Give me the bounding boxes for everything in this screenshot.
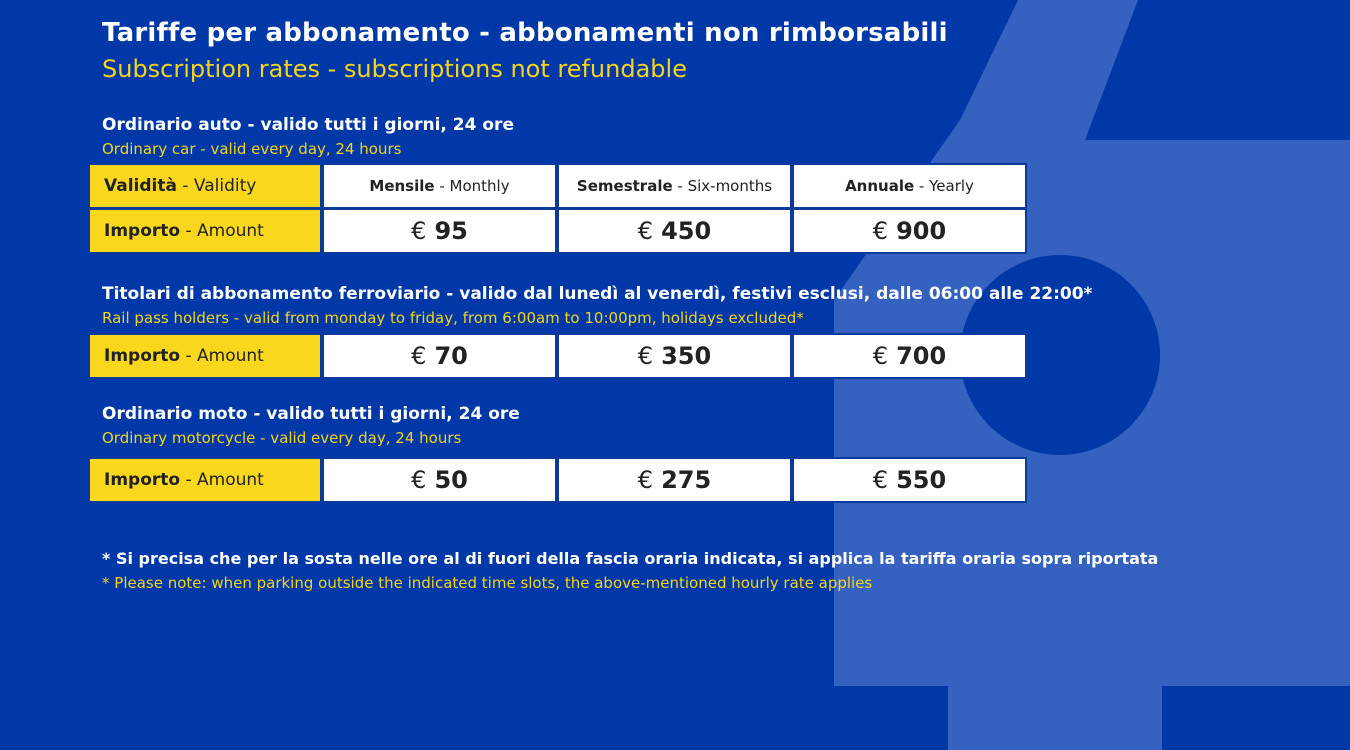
price-cell-moto-yearly [792,457,1027,503]
validity-label-bold: Validità [104,176,177,196]
column-header-monthly-bold: Mensile [369,177,435,195]
amount-label-cell [88,333,322,379]
amount-label-cell [88,457,322,503]
euro-symbol: € [637,342,654,370]
footnote-italian: * Si precisa che per la sosta nelle ore al di fuori della fascia oraria indicata, si applica la tariffa oraria sopra riportata [102,549,1159,568]
price-value: 700 [896,342,947,370]
price-cell-moto-monthly [322,457,557,503]
column-header-six-months-bold: Semestrale [576,177,673,195]
price-value: 350 [661,342,712,370]
amount-label-rest: - Amount [180,221,264,241]
section-title-rail: Titolari di abbonamento ferroviario - valido dal lunedì al venerdì, festivi esclusi, dalle 06:00 alle 22:00* [102,284,1093,304]
validity-label-rest: - Validity [176,176,257,196]
column-header-yearly [792,163,1027,209]
amount-row-rail [88,333,1027,379]
amount-row-car [88,208,1027,254]
section-title-car: Ordinario auto - valido tutti i giorni, 24 ore [102,115,514,135]
column-header-yearly-bold: Annuale [845,177,915,195]
price-cell-rail-monthly [322,333,557,379]
page-title: Tariffe per abbonamento - abbonamenti non rimborsabili [102,18,948,48]
column-header-monthly-rest: - Monthly [434,177,510,195]
page-subtitle: Subscription rates - subscriptions not refundable [102,55,687,83]
amount-label-bold: Importo [104,346,181,366]
column-header-monthly [322,163,557,209]
amount-label-bold: Importo [104,470,181,490]
footnote-english: * Please note: when parking outside the indicated time slots, the above-mentioned hourly rate applies [102,574,873,592]
price-cell-rail-six-months [557,333,792,379]
section-title-moto: Ordinario moto - valido tutti i giorni, 24 ore [102,404,520,424]
price-value: 50 [434,466,468,494]
euro-symbol: € [872,466,889,494]
column-header-yearly-rest: - Yearly [914,177,974,195]
euro-symbol: € [411,466,427,494]
euro-symbol: € [637,466,654,494]
column-header-six-months-rest: - Six-months [672,177,773,195]
euro-symbol: € [872,217,889,245]
amount-label-cell [88,208,322,254]
price-cell-car-monthly [322,208,557,254]
price-value: 900 [896,217,947,245]
euro-symbol: € [411,217,427,245]
amount-label-bold: Importo [104,221,181,241]
price-cell-rail-yearly [792,333,1027,379]
amount-label-rest: - Amount [180,470,264,490]
price-value: 70 [434,342,468,370]
price-value: 450 [661,217,712,245]
price-cell-car-yearly [792,208,1027,254]
validity-header-row [88,163,1027,209]
amount-row-moto [88,457,1027,503]
column-header-six-months [557,163,792,209]
euro-symbol: € [637,217,654,245]
price-value: 275 [661,466,712,494]
price-value: 95 [434,217,468,245]
amount-label-rest: - Amount [180,346,264,366]
section-subtitle-rail: Rail pass holders - valid from monday to friday, from 6:00am to 10:00pm, holidays excluded* [102,309,804,327]
price-cell-moto-six-months [557,457,792,503]
section-subtitle-moto: Ordinary motorcycle - valid every day, 24 hours [102,429,462,447]
validity-label-cell [88,163,322,209]
price-value: 550 [896,466,947,494]
price-cell-car-six-months [557,208,792,254]
section-subtitle-car: Ordinary car - valid every day, 24 hours [102,140,402,158]
euro-symbol: € [411,342,427,370]
euro-symbol: € [872,342,889,370]
